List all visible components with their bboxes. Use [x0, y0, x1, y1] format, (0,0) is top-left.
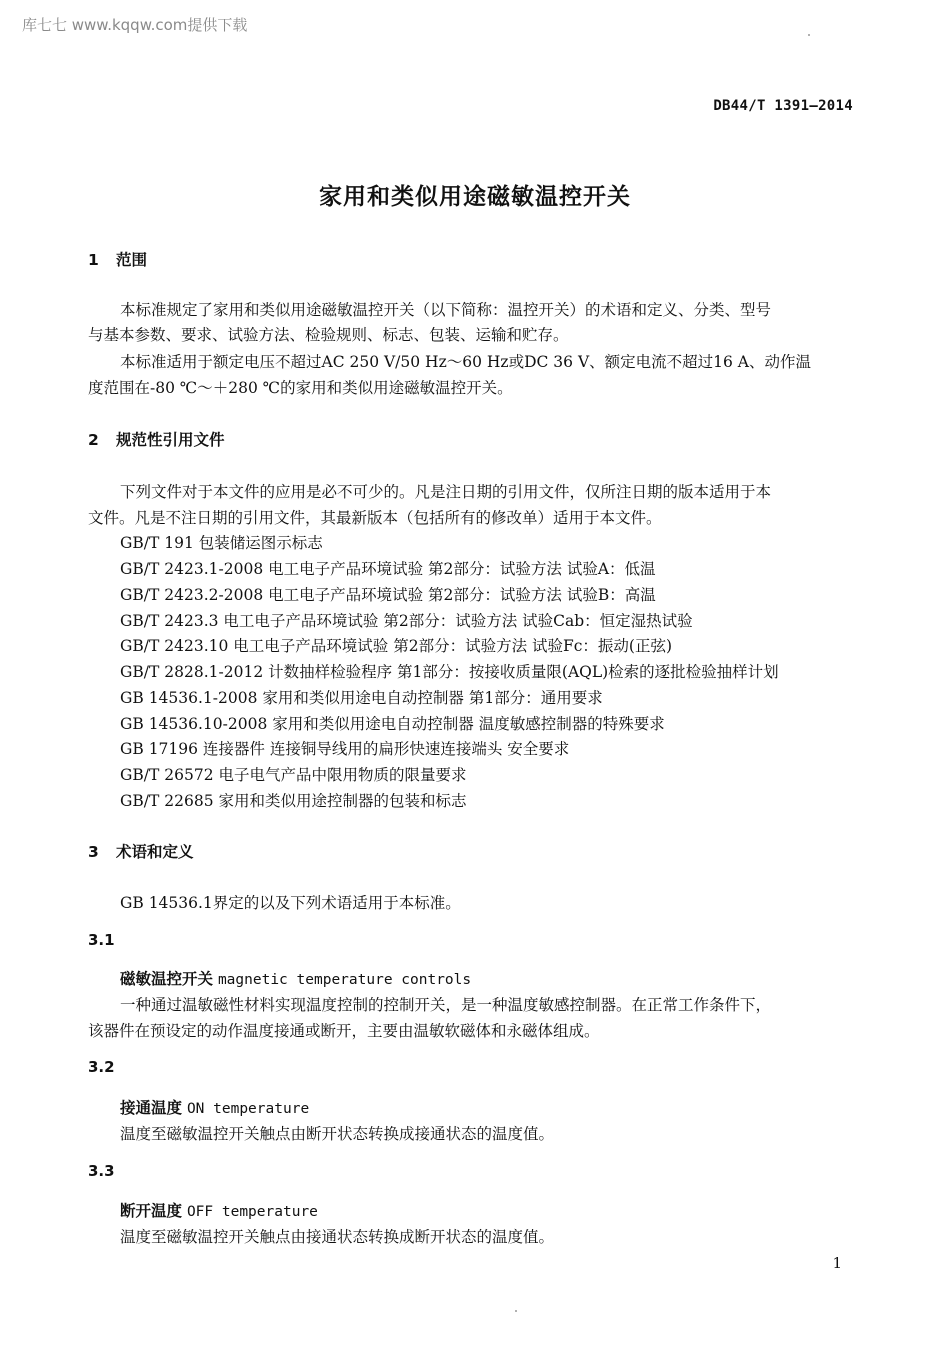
section-3-heading [88, 840, 194, 862]
reference-item: GB/T 26572 电子电气产品中限用物质的限量要求 [120, 766, 467, 784]
term-heading [120, 1096, 309, 1118]
section-number: 1 [88, 251, 99, 269]
section-2-heading [88, 428, 225, 450]
section-title: 规范性引用文件 [116, 431, 225, 449]
term-number: 3.3 [88, 1162, 115, 1180]
document-title: 家用和类似用途磁敏温控开关 [319, 184, 631, 210]
reference-item: GB/T 2423.2-2008 电工电子产品环境试验 第2部分：试验方法 试验B：高温 [120, 586, 656, 604]
paragraph-line: 本标准规定了家用和类似用途磁敏温控开关（以下简称：温控开关）的术语和定义、分类、型号 [120, 301, 772, 319]
paragraph-line: 度范围在-80 ℃～＋280 ℃的家用和类似用途磁敏温控开关。 [88, 379, 513, 397]
term-definition-line: 温度至磁敏温控开关触点由接通状态转换成断开状态的温度值。 [120, 1228, 555, 1246]
reference-item: GB 14536.1-2008 家用和类似用途电自动控制器 第1部分：通用要求 [120, 689, 603, 707]
reference-item: GB/T 191 包装储运图示标志 [120, 534, 323, 552]
term-chinese: 断开温度 [120, 1202, 183, 1220]
reference-item: GB 17196 连接器件 连接铜导线用的扁形快速连接端头 安全要求 [120, 740, 570, 758]
term-chinese: 接通温度 [120, 1099, 183, 1117]
section-number: 2 [88, 431, 99, 449]
term-heading [120, 967, 471, 989]
paragraph-line: 与基本参数、要求、试验方法、检验规则、标志、包装、运输和贮存。 [88, 326, 569, 344]
term-heading [120, 1199, 318, 1221]
term-definition-line: 一种通过温敏磁性材料实现温度控制的控制开关，是一种温度敏感控制器。在正常工作条件下， [120, 996, 772, 1014]
standard-code: DB44/T 1391—2014 [713, 98, 853, 114]
term-definition-line: 该器件在预设定的动作温度接通或断开，主要由温敏软磁体和永磁体组成。 [88, 1022, 600, 1040]
scan-speck [808, 34, 810, 36]
term-number: 3.2 [88, 1058, 115, 1076]
watermark-text: 库七七 www.kqqw.com提供下载 [22, 16, 248, 34]
term-definition-line: 温度至磁敏温控开关触点由断开状态转换成接通状态的温度值。 [120, 1125, 555, 1143]
term-english: OFF temperature [186, 1204, 318, 1220]
section-1-heading [88, 248, 147, 270]
scan-speck [515, 1310, 517, 1312]
reference-item: GB/T 2423.10 电工电子产品环境试验 第2部分：试验方法 试验Fc：振动(正弦) [120, 637, 673, 655]
reference-item: GB/T 22685 家用和类似用途控制器的包装和标志 [120, 792, 467, 810]
term-chinese: 磁敏温控开关 [120, 970, 214, 988]
reference-item: GB/T 2423.1-2008 电工电子产品环境试验 第2部分：试验方法 试验A：低温 [120, 560, 656, 578]
page-number: 1 [832, 1254, 842, 1272]
paragraph-line: 下列文件对于本文件的应用是必不可少的。凡是注日期的引用文件，仅所注日期的版本适用于本 [120, 483, 772, 501]
paragraph-line: GB 14536.1界定的以及下列术语适用于本标准。 [120, 894, 461, 912]
paragraph-line: 本标准适用于额定电压不超过AC 250 V/50 Hz～60 Hz或DC 36 V、额定电流不超过16 A、动作温 [120, 353, 811, 371]
reference-item: GB/T 2423.3 电工电子产品环境试验 第2部分：试验方法 试验Cab：恒定湿热试验 [120, 612, 693, 630]
section-number: 3 [88, 843, 99, 861]
section-title: 范围 [116, 251, 148, 269]
section-title: 术语和定义 [116, 843, 194, 861]
term-english: magnetic temperature controls [217, 972, 472, 988]
term-number: 3.1 [88, 931, 115, 949]
reference-item: GB 14536.10-2008 家用和类似用途电自动控制器 温度敏感控制器的特殊要求 [120, 715, 665, 733]
reference-item: GB/T 2828.1-2012 计数抽样检验程序 第1部分：按接收质量限(AQL)检索的逐批检验抽样计划 [120, 663, 779, 681]
term-english: ON temperature [186, 1101, 310, 1117]
paragraph-line: 文件。凡是不注日期的引用文件，其最新版本（包括所有的修改单）适用于本文件。 [88, 509, 662, 527]
